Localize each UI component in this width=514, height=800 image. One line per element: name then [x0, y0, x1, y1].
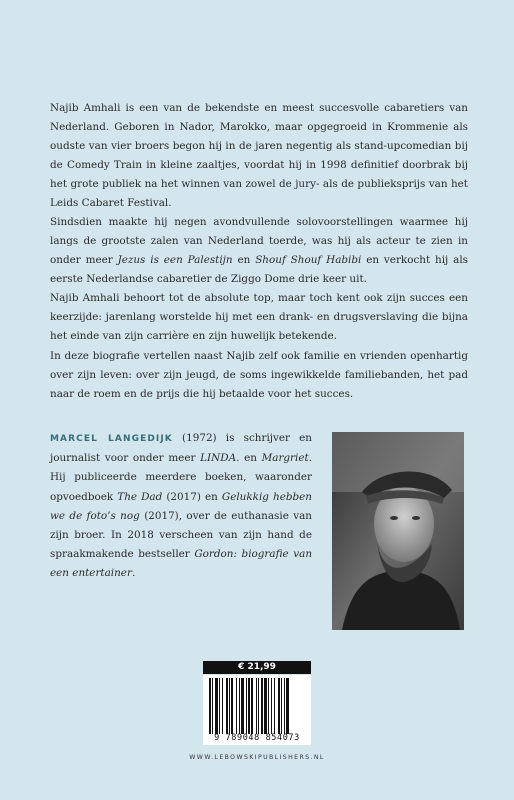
- book-title: The Dad: [117, 490, 163, 503]
- price-label: € 21,99: [203, 661, 311, 674]
- author-name: MARCEL LANGEDIJK: [50, 434, 173, 444]
- author-photo: [332, 432, 464, 630]
- author-text: .: [131, 567, 136, 580]
- author-bio: [50, 429, 312, 584]
- blurb-paragraph-3: Najib Amhali behoort tot de absolute top, maar toch kent ook zijn succes een keerzijde: jarenlang worstelde hij met een drank- en drugsverslaving die bijna het einde van zijn carrière en zijn huwelijk betekende.: [50, 292, 468, 342]
- book-title: Gordon: biografie van een entertainer: [50, 548, 313, 580]
- book-title: Gelukkig hebben we de foto’s nog: [50, 490, 312, 522]
- blurb-paragraph-2: [50, 213, 468, 289]
- blurb-paragraph-4: In deze biografie vertellen naast Najib zelf ook familie en vrienden openhartig over zijn leven: over zijn jeugd, de soms ingewikkelde familiebanden, het pad naar de roem en de prijs die hij betaalde voor het succes.: [50, 350, 468, 400]
- author-text: . Hij publiceerde meerdere boeken, waaronder opvoedboek: [50, 452, 312, 503]
- author-text: (1972) is schrijver en journalist voor onder meer: [50, 432, 313, 465]
- blurb-text: en verkocht hij als eerste Nederlandse cabaretier de Ziggo Dome drie keer uit.: [50, 254, 468, 285]
- author-text: . en: [236, 452, 262, 465]
- author-text: (2017), over de euthanasie van zijn broer. In 2018 verscheen van zijn hand de spraakmakende bestseller: [50, 509, 312, 561]
- blurb-text: en: [232, 254, 256, 266]
- magazine-title: LINDA: [200, 452, 237, 465]
- magazine-title: Margriet: [261, 452, 309, 465]
- blurb-text: Sindsdien maakte hij negen avondvullende solovoorstellingen waarmee hij langs de grootste zalen van Nederland toerde, was hij als acteur te zien in onder meer: [50, 216, 468, 266]
- barcode-icon: [203, 678, 311, 734]
- film-title: Shouf Shouf Habibi: [255, 254, 362, 266]
- film-title: Jezus is een Palestijn: [117, 254, 233, 266]
- isbn-barcode: [203, 675, 311, 745]
- blurb-paragraph-1: Najib Amhali is een van de bekendste en meest succesvolle cabaretiers van Nederland. Geboren in Nador, Marokko, maar opgegroeid in Krommenie als oudste van vier broers begon hij in de jaren negentig als stand-upcomedian bij de Comedy Train in kleine zaaltjes, voordat hij in 1998 definitief doorbrak bij het grote publiek na het winnen van zowel de jury- als de publieksprijs van het Leids Cabaret Festival.: [50, 102, 468, 209]
- publisher-url: WWW.LEBOWSKIPUBLISHERS.NL: [189, 754, 325, 761]
- isbn-digits: 9 789048 854073: [214, 733, 300, 743]
- author-text: (2017) en: [162, 490, 222, 503]
- author-portrait-icon: [332, 432, 464, 630]
